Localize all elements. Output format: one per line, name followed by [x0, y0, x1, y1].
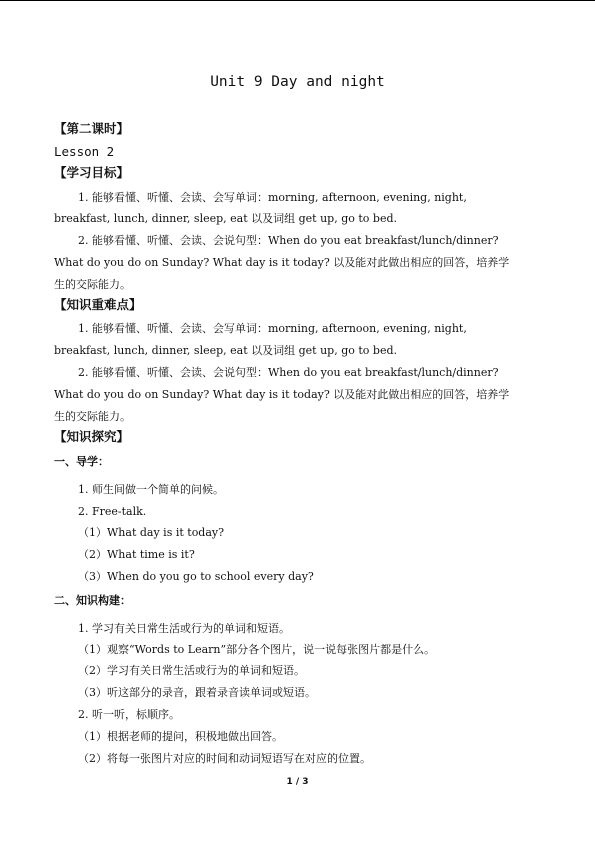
construction-item-2: 2. 听一听，标顺序。: [78, 708, 180, 721]
construction-step-3: （3）听这部分的录音，跟着录音读单词或短语。: [78, 686, 316, 699]
objective-2-line-3: 生的交际能力。: [54, 278, 131, 291]
objective-2-line-2: What do you do on Sunday? What day is it today? 以及能对此做出相应的回答，培养学: [54, 256, 510, 269]
construction-item-1: 1. 学习有关日常生活或行为的单词和短语。: [78, 622, 290, 635]
section-period: 【第二课时】: [54, 121, 130, 136]
guide-item-2: 2. Free-talk.: [78, 505, 147, 518]
key-point-1-line-1: 1. 能够看懂、听懂、会读、会写单词：morning, afternoon, evening, night,: [78, 322, 467, 335]
section-exploration: 【知识探究】: [54, 429, 130, 444]
document-title: Unit 9 Day and night: [210, 74, 385, 90]
objective-1-line-1: 1. 能够看懂、听懂、会读、会写单词：morning, afternoon, evening, night,: [78, 191, 467, 204]
guide-question-2: （2）What time is it?: [78, 548, 195, 561]
page-number: 1 / 3: [286, 777, 309, 787]
section-construction: 二、知识构建：: [54, 594, 131, 607]
key-point-2-line-1: 2. 能够看懂、听懂、会读、会说句型：When do you eat breakfast/lunch/dinner?: [78, 366, 499, 379]
construction-step-1: （1）观察“Words to Learn”部分各个图片，说一说每张图片都是什么。: [78, 643, 436, 656]
objective-2-line-1: 2. 能够看懂、听懂、会读、会说句型：When do you eat breakfast/lunch/dinner?: [78, 234, 499, 247]
section-guide: 一、导学：: [54, 455, 109, 468]
guide-item-1: 1. 师生间做一个简单的问候。: [78, 483, 224, 496]
key-point-2-line-2: What do you do on Sunday? What day is it today? 以及能对此做出相应的回答，培养学: [54, 388, 510, 401]
construction-step-2: （2）学习有关日常生活或行为的单词和短语。: [78, 664, 305, 677]
top-rule: [0, 0, 595, 1]
section-key-points: 【知识重难点】: [54, 297, 142, 312]
construction-task-2: （2）将每一张图片对应的时间和动词短语写在对应的位置。: [78, 752, 371, 765]
objective-1-line-2: breakfast, lunch, dinner, sleep, eat 以及词组 get up, go to bed.: [54, 212, 398, 225]
lesson-label: Lesson 2: [54, 144, 115, 159]
guide-question-1: （1）What day is it today?: [78, 526, 225, 539]
key-point-2-line-3: 生的交际能力。: [54, 410, 131, 423]
guide-question-3: （3）When do you go to school every day?: [78, 570, 314, 583]
key-point-1-line-2: breakfast, lunch, dinner, sleep, eat 以及词组 get up, go to bed.: [54, 344, 398, 357]
section-objectives: 【学习目标】: [54, 165, 130, 180]
construction-task-1: （1）根据老师的提问，积极地做出回答。: [78, 730, 283, 743]
